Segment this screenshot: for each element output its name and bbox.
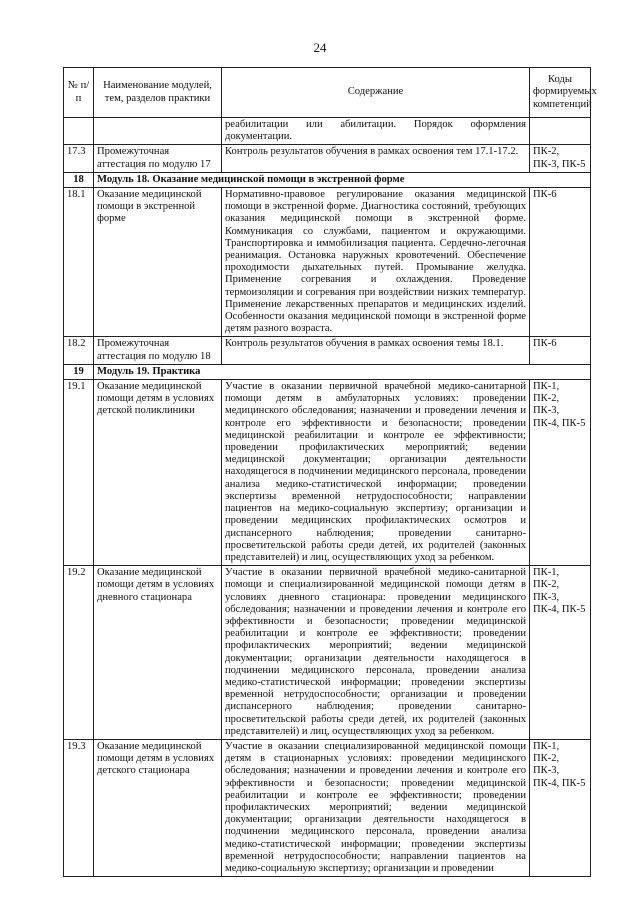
row-content: Нормативно-правовое регулирование оказания медицинской помощи в экстренной форме. Диагностика состояний, требующих оказания медицинской помощи в экстренной форме. Коммуникация со службами, пациентом и окружающими. Транспортировка и иммобилизация пациента. Сердечно-легочная реанимация. Остановка наружных кровотечений. Обеспечение проходимости дыхательных путей. Промывание желудка. Применение согревания и охлаждения. Проведение термоизоляции и согревания при воздействии низких температур. Применение лекарственных препаратов и медицинских изделий. Особенности оказания медицинской помощи в экстренной форме детям разного возраста. bbox=[222, 188, 530, 337]
table-header-row bbox=[64, 68, 591, 118]
table-body bbox=[64, 118, 591, 877]
module-num: 18 bbox=[64, 172, 94, 187]
row-num bbox=[64, 118, 94, 145]
row-codes: ПК-2, ПК-3, ПК-5 bbox=[530, 145, 591, 172]
table-row bbox=[64, 337, 591, 364]
row-name bbox=[94, 118, 222, 145]
module-num: 19 bbox=[64, 364, 94, 379]
row-content: Участие в оказании первичной врачебной медико-санитарной помощи и специализированной медицинской помощи детям в условиях дневного стационара: проведении медицинского обследования; назначении и проведении лечения и контроле его эффективности и безопасности; проведении медицинской реабилитации и контроле ее эффективности; проведении профилактических мероприятий; ведении медицинской документации; организации деятельности находящегося в подчинении медицинского персонала, проведении анализа медико-статистической информации; проведении экспертизы временной нетрудоспособности; организации и проведении диспансерного наблюдения; проведении санитарно-просветительской работы среди детей, их родителей (законных представителей) и лиц, осуществляющих уход за ребенком. bbox=[222, 566, 530, 740]
row-content: Участие в оказании специализированной медицинской помощи детям в стационарных условиях: проведении медицинского обследования; назначении и проведении лечения и контроле его эффективности и безопасности; проведении медицинской реабилитации и контроле ее эффективности; проведении профилактических мероприятий; ведении медицинской документации; организации деятельности находящегося в подчинении медицинского персонала, проведении анализа медико-статистической информации; проведении экспертизы временной нетрудоспособности; направлении пациентов на медико-социальную экспертизу; организации и проведении bbox=[222, 739, 530, 876]
page-number: 24 bbox=[313, 40, 327, 55]
row-name: Промежуточная аттестация по модулю 17 bbox=[94, 145, 222, 172]
table-row bbox=[64, 739, 591, 876]
row-name: Оказание медицинской помощи в экстренной форме bbox=[94, 188, 222, 337]
row-num: 17.3 bbox=[64, 145, 94, 172]
header-content: Содержание bbox=[222, 68, 530, 118]
row-codes: ПК-1, ПК-2, ПК-3, ПК-4, ПК-5 bbox=[530, 380, 591, 566]
row-codes: ПК-1, ПК-2, ПК-3, ПК-4, ПК-5 bbox=[530, 739, 591, 876]
table-row bbox=[64, 188, 591, 337]
row-num: 18.1 bbox=[64, 188, 94, 337]
table-row bbox=[64, 118, 591, 145]
row-name: Промежуточная аттестация по модулю 18 bbox=[94, 337, 222, 364]
header-num: № п/п bbox=[64, 68, 94, 118]
row-codes bbox=[530, 118, 591, 145]
row-num: 19.1 bbox=[64, 380, 94, 566]
row-content: реабилитации или абилитации. Порядок оформления документации. bbox=[222, 118, 530, 145]
module-title: Модуль 18. Оказание медицинской помощи в экстренной форме bbox=[94, 172, 591, 187]
table-row bbox=[64, 145, 591, 172]
row-content: Участие в оказании первичной врачебной медико-санитарной помощи детям в амбулаторных условиях: проведении медицинского обследования; назначении и проведении лечения и контроле его эффективности и безопасности; проведении медицинской реабилитации и контроле ее эффективности; проведении профилактических мероприятий; ведении медицинской документации; организации деятельности находящегося в подчинении медицинского персонала, проведении анализа медико-статистической информации; проведении экспертизы временной нетрудоспособности; направлении пациентов на медико-социальную экспертизу; организации и проведении медицинских профилактических осмотров и диспансерного наблюдения; проведении санитарно-просветительской работы среди детей, их родителей (законных представителей) и лиц, осуществляющих уход за ребенком. bbox=[222, 380, 530, 566]
row-num: 18.2 bbox=[64, 337, 94, 364]
row-codes: ПК-6 bbox=[530, 188, 591, 337]
module-header-row bbox=[64, 364, 591, 379]
table-row bbox=[64, 380, 591, 566]
row-content: Контроль результатов обучения в рамках освоения тем 17.1-17.2. bbox=[222, 145, 530, 172]
table-row bbox=[64, 566, 591, 740]
header-name: Наименование модулей, тем, разделов практики bbox=[94, 68, 222, 118]
row-name: Оказание медицинской помощи детям в условиях дневного стационара bbox=[94, 566, 222, 740]
row-num: 19.2 bbox=[64, 566, 94, 740]
header-codes: Коды формируемых компетенций bbox=[530, 68, 591, 118]
module-header-row bbox=[64, 172, 591, 187]
row-name: Оказание медицинской помощи детям в условиях детского стационара bbox=[94, 739, 222, 876]
row-num: 19.3 bbox=[64, 739, 94, 876]
module-title: Модуль 19. Практика bbox=[94, 364, 591, 379]
row-name: Оказание медицинской помощи детям в условиях детской поликлиники bbox=[94, 380, 222, 566]
row-content: Контроль результатов обучения в рамках освоения темы 18.1. bbox=[222, 337, 530, 364]
row-codes: ПК-1, ПК-2, ПК-3, ПК-4, ПК-5 bbox=[530, 566, 591, 740]
row-codes: ПК-6 bbox=[530, 337, 591, 364]
curriculum-table bbox=[63, 67, 597, 877]
